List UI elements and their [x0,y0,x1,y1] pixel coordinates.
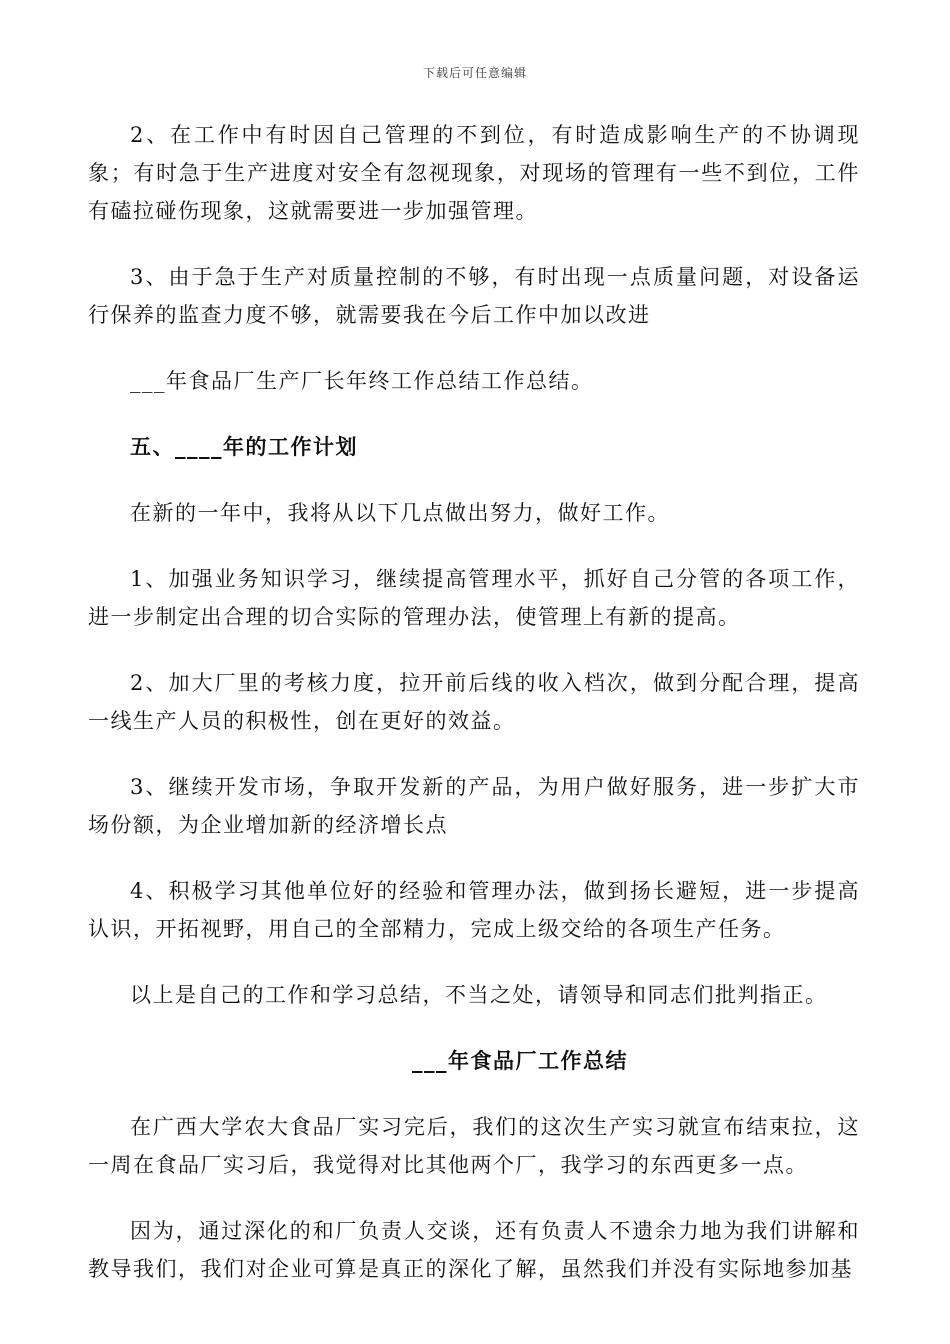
section-heading-work-plan: 五、____年的工作计划 [130,434,358,459]
paragraph-closing: 以上是自己的工作和学习总结，不当之处，请领导和同志们批判指正。 [130,983,828,1007]
paragraph-internship-1: 在广西大学农大食品厂实习完后，我们的这次生产实习就宣布结束拉，这一周在食品厂实习后，我觉得对比其他两个厂，我学习的东西更多一点。 [88,1115,860,1177]
paragraph-plan-2: 2、加大厂里的考核力度，拉开前后线的收入档次，做到分配合理，提高一线生产人员的积极性，创在更好的效益。 [88,671,860,733]
document-body [88,116,860,1316]
document-title-second: ___年食品厂工作总结 [412,1048,628,1073]
paragraph-plan-1: 1、加强业务知识学习，继续提高管理水平，抓好自己分管的各项工作，进一步制定出合理的切合实际的管理办法，使管理上有新的提高。 [88,567,860,629]
page-header-note: 下载后可任意编辑 [422,66,527,80]
paragraph-plan-intro: 在新的一年中，我将从以下几点做出努力，做好工作。 [130,501,670,525]
paragraph-plan-4: 4、积极学习其他单位好的经验和管理办法，做到扬长避短，进一步提高认识，开拓视野，用自己的全部精力，完成上级交给的各项生产任务。 [88,879,860,941]
paragraph-internship-2: 因为，通过深化的和厂负责人交谈，还有负责人不遗余力地为我们讲解和教导我们，我们对企业可算是真正的深化了解，虽然我们并没有实际地参加基 [88,1219,860,1281]
paragraph-summary-line: ___年食品厂生产厂长年终工作总结工作总结。 [130,369,594,393]
paragraph-issue-2: 2、在工作中有时因自己管理的不到位，有时造成影响生产的不协调现象；有时急于生产进度对安全有忽视现象，对现场的管理有一些不到位，工件有磕拉碰伤现象，这就需要进一步加强管理。 [88,123,860,223]
paragraph-issue-3: 3、由于急于生产对质量控制的不够，有时出现一点质量问题，对设备运行保养的监查力度不够，就需要我在今后工作中加以改进 [88,265,860,327]
paragraph-plan-3: 3、继续开发市场，争取开发新的产品，为用户做好服务，进一步扩大市场份额，为企业增加新的经济增长点 [88,775,860,837]
